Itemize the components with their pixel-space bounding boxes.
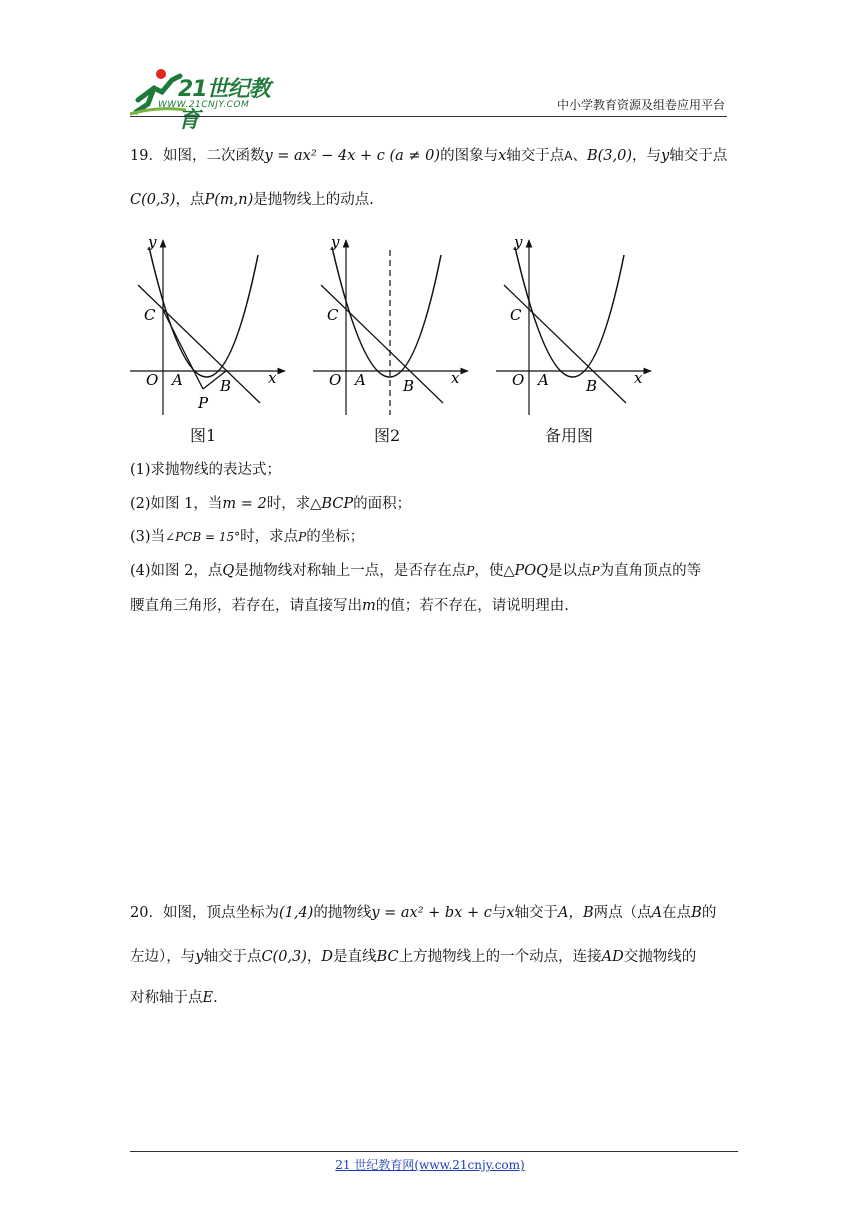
fig1-caption: 图1 <box>190 426 217 445</box>
q19-sub3: (3)当∠PCB = 15°时，求点P的坐标； <box>130 529 365 545</box>
fig1-b-label: B <box>220 377 232 395</box>
figure-2 <box>313 233 468 415</box>
fig3-c-label: C <box>510 306 522 324</box>
figure-1 <box>130 233 285 415</box>
fig2-caption: 图2 <box>374 426 401 445</box>
fig1-p-label: P <box>198 394 209 412</box>
fig2-a-label: A <box>355 371 366 389</box>
logo-text: 21世纪教育 <box>178 77 270 133</box>
footer-divider <box>130 1151 738 1152</box>
fig2-origin-label: O <box>329 371 342 389</box>
parabola-figures <box>120 225 680 450</box>
header-divider <box>130 116 727 117</box>
figures <box>120 225 680 450</box>
fig3-caption: 备用图 <box>545 426 594 445</box>
q20-line3: 对称轴于点E. <box>130 990 218 1006</box>
fig2-y-label: y <box>331 233 340 251</box>
logo <box>128 66 290 133</box>
q19-sub1: (1)求抛物线的表达式； <box>130 462 282 478</box>
q19-sub4-line2: 腰直角三角形，若存在，请直接写出m的值；若不存在，请说明理由. <box>130 598 569 614</box>
fig1-c-label: C <box>144 306 156 324</box>
q19-line1: 19．如图，二次函数y = ax² − 4x + c (a ≠ 0)的图象与x轴交于点A、B(3,0)，与y轴交于点 <box>130 148 728 164</box>
logo-subtext: WWW.21CNJY.COM <box>158 100 250 110</box>
fig1-x-label: x <box>268 369 277 387</box>
fig3-x-label: x <box>634 369 643 387</box>
fig3-b-label: B <box>586 377 598 395</box>
fig1-origin-label: O <box>146 371 159 389</box>
fig1-a-label: A <box>172 371 183 389</box>
q20-line1: 20．如图，顶点坐标为(1,4)的抛物线y = ax² + bx + c与x轴交于A，B两点（点A在点B的 <box>130 905 717 921</box>
fig2-c-label: C <box>327 306 339 324</box>
platform-title: 中小学教育资源及组卷应用平台 <box>556 98 725 112</box>
figure-spare <box>496 233 651 415</box>
fig3-origin-label: O <box>512 371 525 389</box>
q19-sub4-line1: (4)如图 2，点Q是抛物线对称轴上一点，是否存在点P，使△POQ是以点P为直角顶点的等 <box>130 563 702 579</box>
fig3-a-label: A <box>538 371 549 389</box>
fig2-b-label: B <box>403 377 415 395</box>
q19-sub2: (2)如图 1，当m = 2时，求△BCP的面积； <box>130 496 412 512</box>
fig1-y-label: y <box>148 233 157 251</box>
fig2-x-label: x <box>451 369 460 387</box>
q19-line2: C(0,3)，点P(m,n)是抛物线上的动点. <box>130 192 374 208</box>
footer-link[interactable]: 21 世纪教育网(www.21cnjy.com) <box>335 1158 525 1172</box>
fig3-y-label: y <box>514 233 523 251</box>
q20-line2: 左边），与y轴交于点C(0,3)，D是直线BC上方抛物线上的一个动点，连接AD交抛物线的 <box>130 949 697 965</box>
